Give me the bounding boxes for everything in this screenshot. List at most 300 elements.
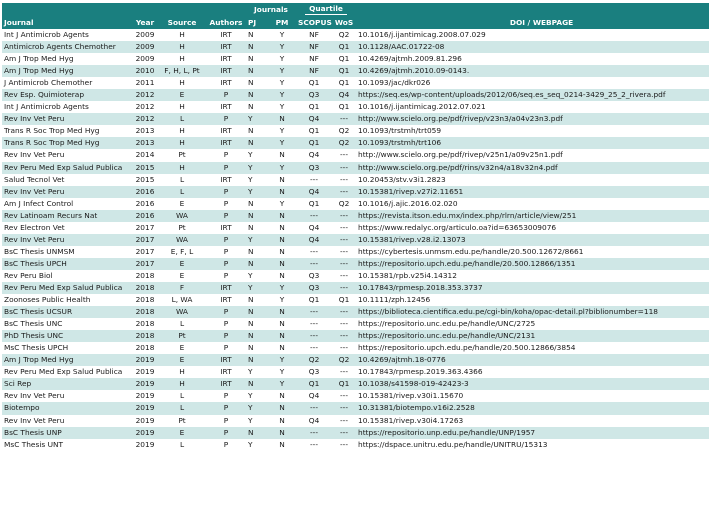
table-row — [2, 306, 709, 318]
cell-pj: N — [246, 65, 268, 77]
cell-year: 2019 — [132, 354, 158, 366]
cell-wos: Q1 — [332, 101, 356, 113]
cell-journal: Sci Rep — [2, 378, 132, 390]
cell-pj: N — [246, 29, 268, 41]
publications-table — [2, 3, 709, 451]
cell-year: 2018 — [132, 294, 158, 306]
cell-year: 2011 — [132, 77, 158, 89]
cell-year: 2018 — [132, 270, 158, 282]
cell-authors: P — [206, 258, 246, 270]
cell-doi: https://revista.itson.edu.mx/index.php/rlrn/article/view/251 — [356, 210, 709, 222]
cell-authors: IRT — [206, 125, 246, 137]
cell-journal: Rev Inv Vet Peru — [2, 113, 132, 125]
cell-doi: 10.4269/ajtmh.18-0776 — [356, 354, 709, 366]
cell-doi: 10.31381/biotempo.v16i2.2528 — [356, 402, 709, 414]
table-row — [2, 439, 709, 451]
cell-wos: Q1 — [332, 294, 356, 306]
cell-year: 2019 — [132, 378, 158, 390]
cell-authors: IRT — [206, 77, 246, 89]
cell-pj: N — [246, 330, 268, 342]
cell-scopus: Q3 — [296, 270, 332, 282]
cell-doi: 10.1093/jac/dkr026 — [356, 77, 709, 89]
header-pm: PM — [268, 16, 296, 29]
cell-pj: N — [246, 342, 268, 354]
header-wos: WoS — [332, 16, 356, 29]
cell-wos: --- — [332, 270, 356, 282]
cell-authors: P — [206, 330, 246, 342]
cell-doi: 10.15381/rivep.v28.i2.13073 — [356, 234, 709, 246]
cell-authors: P — [206, 149, 246, 161]
cell-doi: https://cybertesis.unmsm.edu.pe/handle/20.500.12672/8661 — [356, 246, 709, 258]
table-row — [2, 282, 709, 294]
cell-pm: Y — [268, 378, 296, 390]
cell-authors: P — [206, 198, 246, 210]
cell-source: L — [158, 318, 206, 330]
cell-source: L — [158, 402, 206, 414]
cell-doi: https://seq.es/wp-content/uploads/2012/06/seq.es_seq_0214-3429_25_2_rivera.pdf — [356, 89, 709, 101]
cell-authors: P — [206, 186, 246, 198]
cell-pm: N — [268, 330, 296, 342]
cell-wos: --- — [332, 149, 356, 161]
cell-doi: 10.1128/AAC.01722-08 — [356, 41, 709, 53]
header-quartile-label: Quartile — [305, 4, 347, 15]
cell-journal: Rev Inv Vet Peru — [2, 234, 132, 246]
cell-source: H — [158, 378, 206, 390]
cell-authors: IRT — [206, 41, 246, 53]
cell-wos: --- — [332, 246, 356, 258]
cell-pm: Y — [268, 53, 296, 65]
cell-wos: Q1 — [332, 77, 356, 89]
cell-pm: N — [268, 415, 296, 427]
cell-wos: --- — [332, 234, 356, 246]
table-row — [2, 186, 709, 198]
cell-authors: P — [206, 318, 246, 330]
cell-doi: 10.17843/rpmesp.2018.353.3737 — [356, 282, 709, 294]
cell-year: 2018 — [132, 282, 158, 294]
cell-authors: IRT — [206, 174, 246, 186]
cell-year: 2019 — [132, 366, 158, 378]
cell-year: 2019 — [132, 439, 158, 451]
cell-wos: --- — [332, 113, 356, 125]
cell-pj: N — [246, 53, 268, 65]
cell-scopus: NF — [296, 29, 332, 41]
cell-journal: Rev Peru Med Exp Salud Publica — [2, 162, 132, 174]
cell-year: 2017 — [132, 246, 158, 258]
table-row — [2, 125, 709, 137]
cell-year: 2018 — [132, 342, 158, 354]
table-row — [2, 65, 709, 77]
cell-scopus: Q1 — [296, 378, 332, 390]
table-row — [2, 53, 709, 65]
cell-scopus: --- — [296, 330, 332, 342]
cell-pm: Y — [268, 65, 296, 77]
cell-pm: N — [268, 390, 296, 402]
cell-journal: J Antimicrob Chemother — [2, 77, 132, 89]
cell-journal: PhD Thesis UNC — [2, 330, 132, 342]
cell-source: H — [158, 41, 206, 53]
cell-pm: N — [268, 258, 296, 270]
cell-pm: N — [268, 246, 296, 258]
cell-journal: Trans R Soc Trop Med Hyg — [2, 137, 132, 149]
cell-year: 2016 — [132, 186, 158, 198]
cell-journal: Rev Latinoam Recurs Nat — [2, 210, 132, 222]
cell-journal: Int J Antimicrob Agents — [2, 101, 132, 113]
cell-journal: Rev Inv Vet Peru — [2, 390, 132, 402]
cell-journal: Rev Inv Vet Peru — [2, 149, 132, 161]
cell-doi: https://biblioteca.cientifica.edu.pe/cgi-bin/koha/opac-detail.pl?biblionumber=118 — [356, 306, 709, 318]
cell-scopus: Q2 — [296, 354, 332, 366]
table-row — [2, 318, 709, 330]
cell-pm: Y — [268, 294, 296, 306]
cell-pj: Y — [246, 113, 268, 125]
table-row — [2, 246, 709, 258]
table-row — [2, 366, 709, 378]
cell-journal: Rev Inv Vet Peru — [2, 186, 132, 198]
cell-pj: Y — [246, 366, 268, 378]
cell-scopus: Q1 — [296, 198, 332, 210]
cell-pm: N — [268, 306, 296, 318]
cell-pm: N — [268, 342, 296, 354]
cell-doi: http://www.scielo.org.pe/pdf/rivep/v23n3/a04v23n3.pdf — [356, 113, 709, 125]
table-row — [2, 101, 709, 113]
cell-wos: Q1 — [332, 378, 356, 390]
cell-doi: https://repositorio.upch.edu.pe/handle/20.500.12866/3854 — [356, 342, 709, 354]
cell-pm: Y — [268, 354, 296, 366]
cell-wos: --- — [332, 366, 356, 378]
cell-pm: Y — [268, 101, 296, 113]
cell-year: 2009 — [132, 53, 158, 65]
cell-wos: --- — [332, 282, 356, 294]
cell-source: E, F, L — [158, 246, 206, 258]
cell-source: H — [158, 53, 206, 65]
cell-authors: IRT — [206, 378, 246, 390]
cell-scopus: Q1 — [296, 125, 332, 137]
cell-authors: IRT — [206, 222, 246, 234]
cell-pm: N — [268, 186, 296, 198]
cell-authors: IRT — [206, 282, 246, 294]
cell-source: E — [158, 89, 206, 101]
cell-pm: N — [268, 149, 296, 161]
cell-authors: P — [206, 415, 246, 427]
table-body — [2, 29, 709, 451]
cell-doi: 10.15381/rivep.v30i4.17263 — [356, 415, 709, 427]
cell-authors: P — [206, 113, 246, 125]
header-scopus: SCOPUS — [298, 18, 332, 27]
cell-pj: N — [246, 246, 268, 258]
cell-doi: 10.20453/stv.v3i1.2823 — [356, 174, 709, 186]
cell-authors: P — [206, 390, 246, 402]
cell-year: 2018 — [132, 318, 158, 330]
cell-source: F, H, L, Pt — [158, 65, 206, 77]
cell-scopus: --- — [296, 258, 332, 270]
cell-scopus: Q3 — [296, 366, 332, 378]
cell-journal: MsC Thesis UNT — [2, 439, 132, 451]
cell-authors: P — [206, 427, 246, 439]
header-doi: DOI / WEBPAGE — [356, 3, 709, 29]
cell-year: 2019 — [132, 390, 158, 402]
cell-authors: IRT — [206, 65, 246, 77]
cell-year: 2017 — [132, 258, 158, 270]
cell-scopus: --- — [296, 306, 332, 318]
cell-wos: Q2 — [332, 29, 356, 41]
cell-pm: Y — [268, 198, 296, 210]
cell-authors: IRT — [206, 101, 246, 113]
cell-source: H — [158, 101, 206, 113]
cell-source: H — [158, 162, 206, 174]
cell-pj: N — [246, 318, 268, 330]
table-row — [2, 174, 709, 186]
cell-scopus: --- — [296, 318, 332, 330]
cell-pj: N — [246, 258, 268, 270]
table-row — [2, 294, 709, 306]
cell-authors: P — [206, 402, 246, 414]
cell-scopus: Q4 — [296, 390, 332, 402]
cell-wos: --- — [332, 210, 356, 222]
table-row — [2, 210, 709, 222]
cell-source: Pt — [158, 149, 206, 161]
table-row — [2, 77, 709, 89]
cell-pm: Y — [268, 29, 296, 41]
cell-wos: --- — [332, 330, 356, 342]
cell-year: 2013 — [132, 125, 158, 137]
cell-wos: --- — [332, 439, 356, 451]
cell-pj: N — [246, 294, 268, 306]
cell-pm: N — [268, 210, 296, 222]
cell-pj: N — [246, 89, 268, 101]
cell-scopus: --- — [296, 402, 332, 414]
cell-year: 2010 — [132, 65, 158, 77]
cell-pj: N — [246, 125, 268, 137]
cell-scopus: Q4 — [296, 149, 332, 161]
cell-source: E — [158, 270, 206, 282]
cell-journal: Rev Inv Vet Peru — [2, 415, 132, 427]
cell-journal: Antimicrob Agents Chemother — [2, 41, 132, 53]
table-row — [2, 162, 709, 174]
cell-pj: N — [246, 210, 268, 222]
cell-pm: N — [268, 234, 296, 246]
cell-scopus: Q3 — [296, 282, 332, 294]
cell-scopus: --- — [296, 174, 332, 186]
cell-source: Pt — [158, 330, 206, 342]
cell-authors: P — [206, 270, 246, 282]
cell-authors: IRT — [206, 354, 246, 366]
cell-doi: 10.1111/zph.12456 — [356, 294, 709, 306]
cell-pm: Y — [268, 137, 296, 149]
cell-authors: IRT — [206, 137, 246, 149]
cell-year: 2012 — [132, 113, 158, 125]
cell-year: 2016 — [132, 210, 158, 222]
cell-authors: P — [206, 89, 246, 101]
cell-pj: Y — [246, 186, 268, 198]
cell-wos: --- — [332, 342, 356, 354]
cell-wos: Q2 — [332, 354, 356, 366]
cell-year: 2015 — [132, 174, 158, 186]
cell-scopus: NF — [296, 53, 332, 65]
cell-scopus: NF — [296, 65, 332, 77]
table-header — [2, 3, 709, 29]
cell-wos: --- — [332, 390, 356, 402]
cell-source: E — [158, 427, 206, 439]
cell-doi: 10.17843/rpmesp.2019.363.4366 — [356, 366, 709, 378]
cell-wos: Q2 — [332, 137, 356, 149]
cell-doi: https://dspace.unitru.edu.pe/handle/UNITRU/15313 — [356, 439, 709, 451]
cell-doi: http://www.scielo.org.pe/pdf/rivep/v25n1/a09v25n1.pdf — [356, 149, 709, 161]
cell-pm: N — [268, 439, 296, 451]
cell-scopus: Q4 — [296, 186, 332, 198]
cell-pj: N — [246, 306, 268, 318]
cell-pj: Y — [246, 174, 268, 186]
cell-journal: Zoonoses Public Health — [2, 294, 132, 306]
table-row — [2, 342, 709, 354]
cell-doi: 10.15381/rivep.v30i1.15670 — [356, 390, 709, 402]
cell-journal: Trans R Soc Trop Med Hyg — [2, 125, 132, 137]
cell-pm: N — [268, 174, 296, 186]
cell-wos: Q4 — [332, 89, 356, 101]
cell-source: L — [158, 174, 206, 186]
cell-doi: 10.1016/j.ijantimicag.2012.07.021 — [356, 101, 709, 113]
cell-journal: Rev Peru Med Exp Salud Publica — [2, 282, 132, 294]
cell-source: H — [158, 29, 206, 41]
cell-pm: N — [268, 402, 296, 414]
cell-pj: N — [246, 137, 268, 149]
cell-scopus: Q3 — [296, 89, 332, 101]
cell-wos: --- — [332, 402, 356, 414]
cell-source: E — [158, 342, 206, 354]
cell-journal: Am J Trop Med Hyg — [2, 354, 132, 366]
cell-wos: --- — [332, 222, 356, 234]
cell-pj: Y — [246, 162, 268, 174]
table-row — [2, 415, 709, 427]
cell-doi: 10.1016/j.ijantimicag.2008.07.029 — [356, 29, 709, 41]
cell-source: F — [158, 282, 206, 294]
cell-wos: --- — [332, 174, 356, 186]
cell-source: L — [158, 186, 206, 198]
cell-authors: P — [206, 210, 246, 222]
cell-doi: https://repositorio.upch.edu.pe/handle/20.500.12866/1351 — [356, 258, 709, 270]
header-journals-group: Journals — [246, 3, 296, 16]
cell-journal: Am J Infect Control — [2, 198, 132, 210]
cell-authors: IRT — [206, 53, 246, 65]
cell-authors: IRT — [206, 366, 246, 378]
cell-pj: Y — [246, 282, 268, 294]
cell-doi: 10.1093/trstmh/trt059 — [356, 125, 709, 137]
table-row — [2, 89, 709, 101]
cell-scopus: --- — [296, 342, 332, 354]
cell-authors: IRT — [206, 294, 246, 306]
cell-doi: http://www.scielo.org.pe/pdf/rins/v32n4/a18v32n4.pdf — [356, 162, 709, 174]
cell-source: WA — [158, 210, 206, 222]
cell-source: L, WA — [158, 294, 206, 306]
header-quartile-group — [296, 3, 356, 16]
header-year: Year — [132, 3, 158, 29]
table-row — [2, 427, 709, 439]
cell-scopus: Q4 — [296, 222, 332, 234]
table-row — [2, 137, 709, 149]
cell-journal: BsC Thesis UNC — [2, 318, 132, 330]
table-row — [2, 258, 709, 270]
cell-scopus: --- — [296, 439, 332, 451]
cell-source: L — [158, 439, 206, 451]
cell-journal: Rev Electron Vet — [2, 222, 132, 234]
cell-year: 2018 — [132, 330, 158, 342]
cell-pm: N — [268, 427, 296, 439]
cell-year: 2019 — [132, 415, 158, 427]
cell-wos: --- — [332, 186, 356, 198]
cell-source: H — [158, 366, 206, 378]
table-row — [2, 29, 709, 41]
cell-source: Pt — [158, 222, 206, 234]
cell-authors: P — [206, 234, 246, 246]
cell-doi: https://repositorio.unc.edu.pe/handle/UNC/2725 — [356, 318, 709, 330]
cell-year: 2019 — [132, 427, 158, 439]
cell-scopus: Q1 — [296, 77, 332, 89]
table-row — [2, 198, 709, 210]
table-row — [2, 41, 709, 53]
cell-journal: MsC Thesis UPCH — [2, 342, 132, 354]
cell-year: 2015 — [132, 162, 158, 174]
cell-journal: Rev Esp. Quimioterap — [2, 89, 132, 101]
cell-wos: Q1 — [332, 65, 356, 77]
cell-authors: P — [206, 306, 246, 318]
cell-pj: N — [246, 354, 268, 366]
cell-year: 2016 — [132, 198, 158, 210]
cell-doi: https://www.redalyc.org/articulo.oa?id=63653009076 — [356, 222, 709, 234]
cell-scopus: Q1 — [296, 101, 332, 113]
cell-pm: Y — [268, 77, 296, 89]
cell-scopus: --- — [296, 246, 332, 258]
cell-authors: IRT — [206, 29, 246, 41]
cell-source: WA — [158, 306, 206, 318]
table-row — [2, 354, 709, 366]
cell-pj: Y — [246, 270, 268, 282]
cell-source: E — [158, 354, 206, 366]
cell-doi: 10.1093/trstmh/trt106 — [356, 137, 709, 149]
cell-wos: --- — [332, 306, 356, 318]
cell-journal: BsC Thesis UPCH — [2, 258, 132, 270]
cell-authors: P — [206, 439, 246, 451]
cell-pm: Y — [268, 282, 296, 294]
cell-journal: Salud Tecnol Vet — [2, 174, 132, 186]
cell-year: 2017 — [132, 234, 158, 246]
cell-pm: Y — [268, 89, 296, 101]
cell-year: 2012 — [132, 101, 158, 113]
cell-year: 2013 — [132, 137, 158, 149]
cell-journal: Am J Trop Med Hyg — [2, 65, 132, 77]
cell-scopus: Q1 — [296, 294, 332, 306]
cell-pm: Y — [268, 41, 296, 53]
cell-pj: N — [246, 378, 268, 390]
cell-scopus: --- — [296, 210, 332, 222]
cell-source: E — [158, 258, 206, 270]
cell-source: WA — [158, 234, 206, 246]
cell-pm: Y — [268, 162, 296, 174]
cell-scopus: Q4 — [296, 415, 332, 427]
cell-pj: Y — [246, 415, 268, 427]
cell-wos: --- — [332, 415, 356, 427]
cell-source: Pt — [158, 415, 206, 427]
header-pj: PJ — [246, 16, 268, 29]
table-row — [2, 390, 709, 402]
cell-authors: P — [206, 246, 246, 258]
cell-journal: Rev Peru Med Exp Salud Publica — [2, 366, 132, 378]
cell-doi: 10.1038/s41598-019-42423-3 — [356, 378, 709, 390]
cell-doi: 10.4269/ajtmh.2009.81.296 — [356, 53, 709, 65]
cell-journal: Biotempo — [2, 402, 132, 414]
cell-scopus: NF — [296, 41, 332, 53]
cell-year: 2012 — [132, 89, 158, 101]
cell-pj: Y — [246, 234, 268, 246]
cell-doi: https://repositorio.unc.edu.pe/handle/UNC/2131 — [356, 330, 709, 342]
